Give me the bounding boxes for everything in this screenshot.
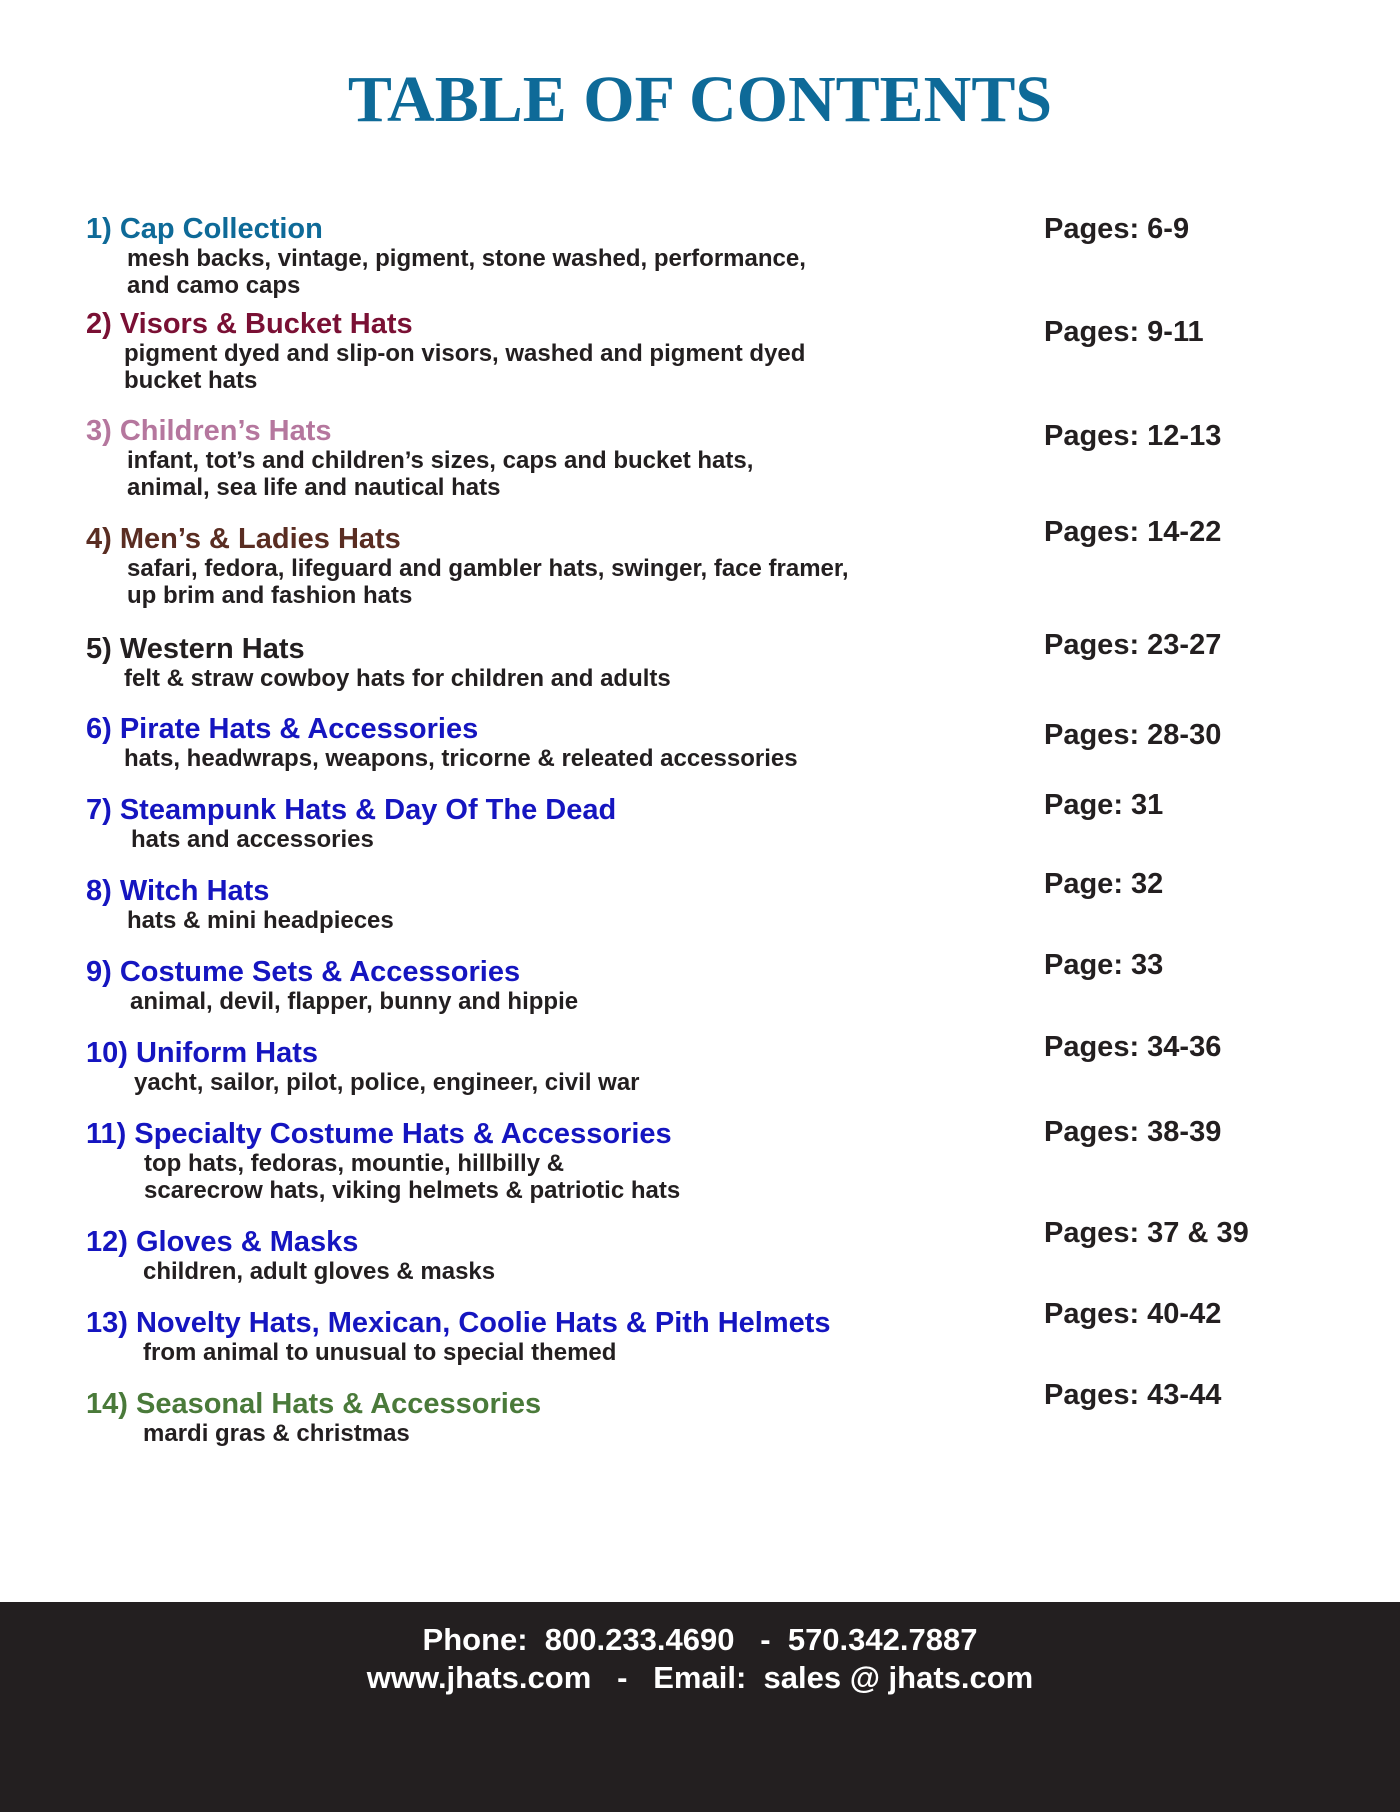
toc-entry-description: safari, fedora, lifeguard and gambler hats, swinger, face framer, up brim and fashion hats — [127, 555, 849, 609]
toc-entry-title: 8) Witch Hats — [86, 875, 270, 907]
toc-entry-pages: Pages: 12-13 — [1044, 420, 1222, 452]
toc-entry-title: 6) Pirate Hats & Accessories — [86, 713, 479, 745]
toc-entry-description: felt & straw cowboy hats for children and adults — [124, 665, 671, 692]
toc-entry-pages: Pages: 9-11 — [1044, 316, 1204, 348]
toc-entry-description: from animal to unusual to special themed — [143, 1339, 617, 1366]
page-title: TABLE OF CONTENTS — [347, 63, 1053, 136]
toc-entry-description: yacht, sailor, pilot, police, engineer, civil war — [134, 1069, 640, 1096]
toc-entry-description: animal, devil, flapper, bunny and hippie — [130, 988, 579, 1015]
toc-entry-pages: Page: 33 — [1044, 949, 1164, 981]
toc-entry-pages: Page: 32 — [1044, 868, 1164, 900]
toc-entry — [86, 956, 1386, 1015]
toc-entry-title: 14) Seasonal Hats & Accessories — [86, 1388, 542, 1420]
toc-entry-description: pigment dyed and slip-on visors, washed and pigment dyed bucket hats — [124, 340, 806, 394]
toc-entry-title: 4) Men’s & Ladies Hats — [86, 523, 401, 555]
toc-entry-title: 10) Uniform Hats — [86, 1037, 319, 1069]
toc-entry-title: 7) Steampunk Hats & Day Of The Dead — [86, 794, 617, 826]
toc-entry-pages: Pages: 14-22 — [1044, 516, 1222, 548]
toc-entry-description: hats and accessories — [131, 826, 374, 853]
toc-entry-title: 2) Visors & Bucket Hats — [86, 308, 413, 340]
toc-entry-description: top hats, fedoras, mountie, hillbilly & scarecrow hats, viking helmets & patriotic hats — [144, 1150, 681, 1204]
toc-entry-description: mardi gras & christmas — [143, 1420, 410, 1447]
toc-entry — [86, 794, 1386, 853]
toc-entry-title: 3) Children’s Hats — [86, 415, 332, 447]
toc-entry-description: mesh backs, vintage, pigment, stone washed, performance, and camo caps — [127, 245, 806, 299]
toc-entry-pages: Pages: 23-27 — [1044, 629, 1222, 661]
toc-entry-title: 1) Cap Collection — [86, 213, 323, 245]
toc-entry-description: hats, headwraps, weapons, tricorne & releated accessories — [124, 745, 798, 772]
toc-entry-description: infant, tot’s and children’s sizes, caps and bucket hats, animal, sea life and nautical hats — [127, 447, 754, 501]
toc-entry-pages: Pages: 38-39 — [1044, 1116, 1222, 1148]
footer-contact-bar — [0, 1602, 1400, 1812]
footer-phone-line: Phone: 800.233.4690 - 570.342.7887 — [422, 1622, 978, 1657]
footer-web-email-line: www.jhats.com - Email: sales @ jhats.com — [366, 1660, 1034, 1695]
toc-entry-title: 12) Gloves & Masks — [86, 1226, 359, 1258]
toc-entry-pages: Pages: 43-44 — [1044, 1379, 1222, 1411]
toc-entry-title: 9) Costume Sets & Accessories — [86, 956, 521, 988]
toc-entry-pages: Pages: 6-9 — [1044, 213, 1190, 245]
toc-entry — [86, 875, 1386, 934]
toc-entry-title: 5) Western Hats — [86, 633, 305, 665]
toc-entry-pages: Pages: 34-36 — [1044, 1031, 1222, 1063]
toc-entry — [86, 213, 1386, 299]
toc-entry-description: hats & mini headpieces — [127, 907, 394, 934]
toc-entry-title: 11) Specialty Costume Hats & Accessories — [86, 1118, 672, 1150]
toc-entry-pages: Pages: 37 & 39 — [1044, 1217, 1249, 1249]
toc-entry-pages: Pages: 40-42 — [1044, 1298, 1222, 1330]
toc-entry-title: 13) Novelty Hats, Mexican, Coolie Hats & Pith Helmets — [86, 1307, 831, 1339]
toc-entry-description: children, adult gloves & masks — [143, 1258, 496, 1285]
toc-entry-pages: Pages: 28-30 — [1044, 719, 1222, 751]
toc-entry-pages: Page: 31 — [1044, 789, 1164, 821]
